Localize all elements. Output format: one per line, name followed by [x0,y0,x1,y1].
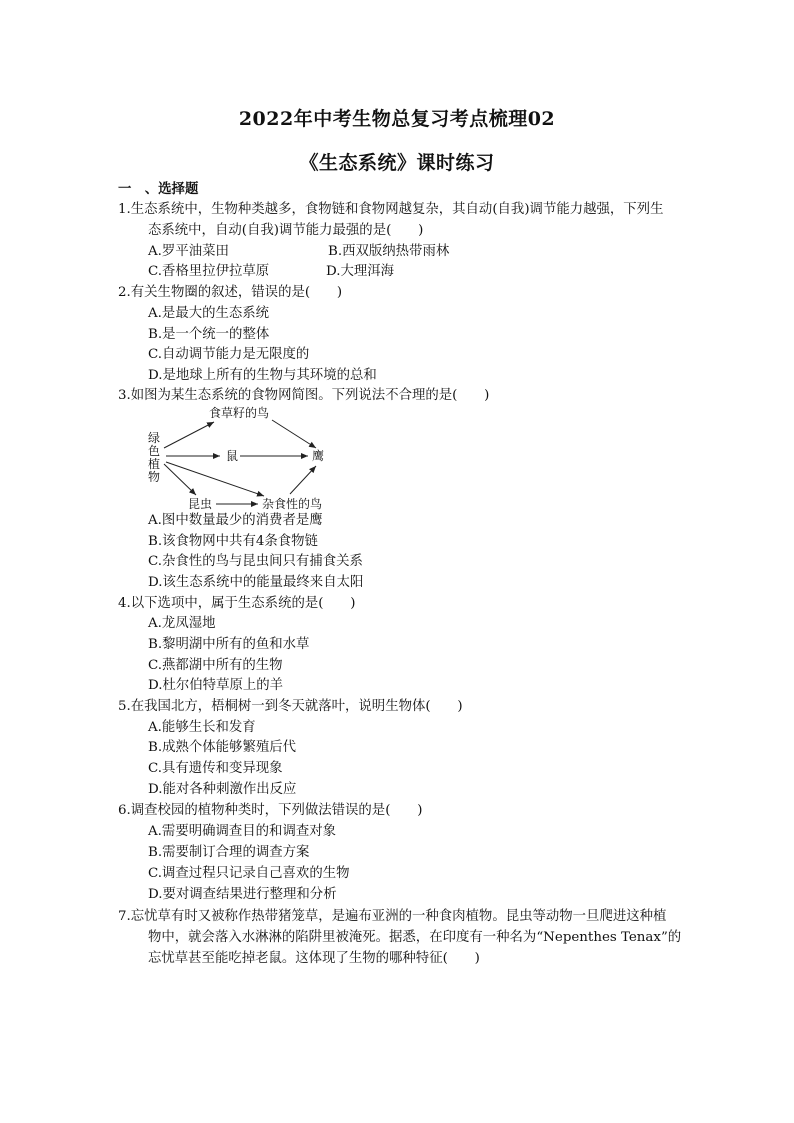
question-1-option-d: D.大理洱海 [326,264,395,279]
question-4-text: 4.以下选项中，属于生态系统的是( ) [118,596,356,611]
node-hawk: 鹰 [312,449,325,463]
document-subtitle: 《生态系统》课时练习 [299,152,495,174]
arrow-plant-seed-bird [164,422,214,448]
question-3-text: 3.如图为某生态系统的食物网简图。下列说法不合理的是( ) [118,388,490,403]
question-1-option-b: B.西双版纳热带雨林 [328,244,450,259]
question-6-option-b: B.需要制订合理的调查方案 [148,845,310,860]
question-3-option-d: D.该生态系统中的能量最终来自太阳 [148,575,364,590]
arrow-omnivore-bird-hawk [290,466,316,494]
section-heading: 一 、选择题 [118,181,199,197]
question-2-text: 2.有关生物圈的叙述，错误的是( ) [118,285,343,300]
question-4-option-b: B.黎明湖中所有的鱼和水草 [148,637,310,652]
arrow-plant-insect [164,464,196,495]
question-3-option-b: B.该食物网中共有4条食物链 [148,534,318,549]
question-7-text-cont-2: 忘忧草甚至能吃掉老鼠。这体现了生物的哪种特征( ) [148,951,480,966]
question-7-text: 7.忘忧草有时又被称作热带猪笼草，是遍布亚洲的一种食肉植物。昆虫等动物一旦爬进这种植 [118,909,667,924]
question-6-option-c: C.调查过程只记录自己喜欢的生物 [148,866,350,881]
question-5-option-d: D.能对各种刺激作出反应 [148,782,297,797]
document-title: 2022年中考生物总复习考点梳理02 [238,108,556,130]
question-6-option-a: A.需要明确调查目的和调查对象 [148,824,337,839]
question-1-text: 1.生态系统中，生物种类越多，食物链和食物网越复杂，其自动(自我)调节能力越强，下列生 [118,202,664,217]
question-6-option-d: D.要对调查结果进行整理和分析 [148,887,337,902]
question-2-option-a: A.是最大的生态系统 [148,306,270,321]
question-5-text: 5.在我国北方，梧桐树一到冬天就落叶，说明生物体( ) [118,699,463,714]
question-4-option-a: A.龙凤湿地 [148,616,216,631]
question-2-option-d: D.是地球上所有的生物与其环境的总和 [148,368,377,383]
question-1-text-cont: 态系统中，自动(自我)调节能力最强的是( ) [148,223,424,238]
question-7-text-cont: 物中，就会落入水淋淋的陷阱里被淹死。据悉，在印度有一种名为“Nepenthes Tenax”的 [148,930,682,945]
node-plant-4: 物 [148,470,161,484]
question-1-option-a: A.罗平油菜田 [148,244,229,259]
question-3-option-c: C.杂食性的鸟与昆虫间只有捕食关系 [148,554,363,569]
question-5-option-c: C.具有遗传和变异现象 [148,761,283,776]
question-2-option-b: B.是一个统一的整体 [148,327,270,342]
question-3-option-a: A.图中数量最少的消费者是鹰 [148,513,323,528]
question-2-option-c: C.自动调节能力是无限度的 [148,347,310,362]
node-mouse: 鼠 [226,449,239,463]
node-seed-bird: 食草籽的鸟 [209,406,270,420]
question-4-option-d: D.杜尔伯特草原上的羊 [148,678,284,693]
food-web-diagram [140,404,340,516]
arrow-plant-omnivore-bird [166,462,264,496]
node-insect: 昆虫 [188,497,213,511]
node-plant-1: 绿 [148,431,161,445]
question-6-text: 6.调查校园的植物种类时，下列做法错误的是( ) [118,803,423,818]
question-5-option-b: B.成熟个体能够繁殖后代 [148,740,297,755]
arrow-seed-bird-hawk [272,420,316,448]
node-plant-2: 色 [148,444,161,458]
node-omnivore-bird: 杂食性的鸟 [262,497,323,511]
question-4-option-c: C.燕都湖中所有的生物 [148,658,283,673]
question-5-option-a: A.能够生长和发育 [148,720,256,735]
question-1-option-c: C.香格里拉伊拉草原 [148,264,270,279]
node-plant-3: 植 [148,457,161,471]
